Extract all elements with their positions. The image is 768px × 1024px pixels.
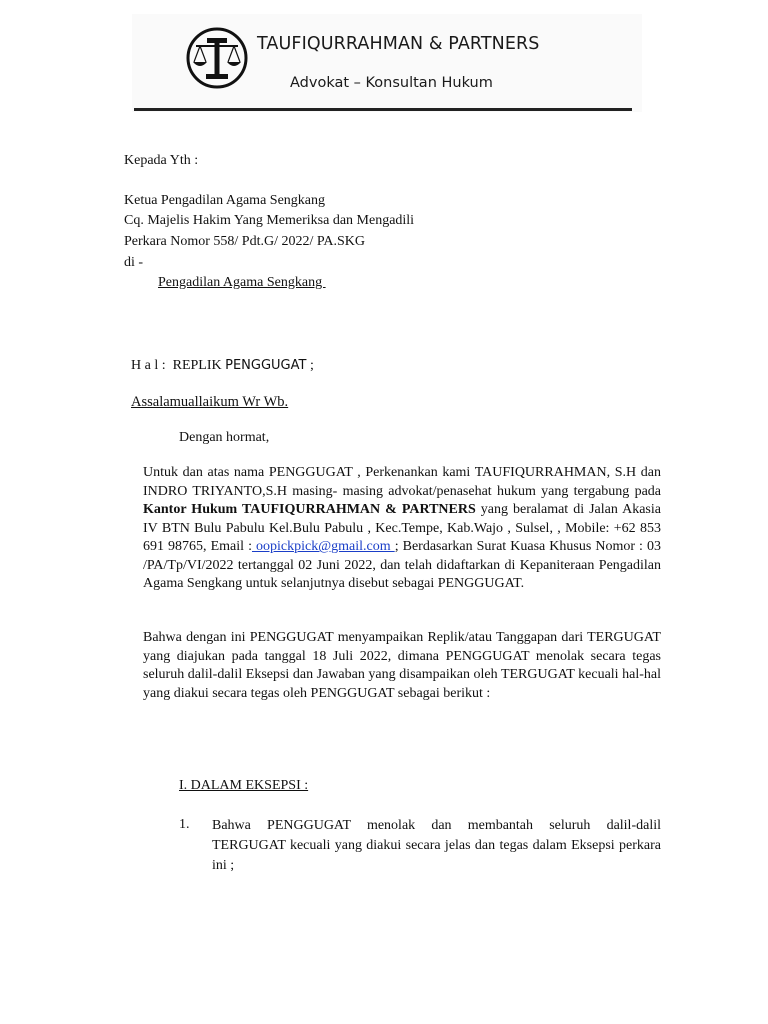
addressee-greeting: Kepada Yth : xyxy=(124,153,199,168)
header-divider xyxy=(134,108,632,111)
addressee-line-5: Pengadilan Agama Sengkang xyxy=(158,275,326,290)
opening: Dengan hormat, xyxy=(179,430,270,445)
scales-of-justice-icon xyxy=(186,24,248,92)
firm-office-name: Kantor Hukum TAUFIQURRAHMAN & PARTNERS xyxy=(143,502,476,517)
paragraph-1-text-b: yang beralamat di Jalan Akasia IV BTN Bulu Pabulu Kel.Bulu Pabulu , Kec.Tempe, Kab.Wajo , Sulsel, , Mobile: +62 853 691 98765, Email : xyxy=(143,502,661,554)
addressee-line-3: Perkara Nomor 558/ Pdt.G/ 2022/ PA.SKG xyxy=(124,234,365,249)
paragraph-1-text-c: ; Berdasarkan Surat Kuasa Khusus Nomor : 03 /PA/Tp/VI/2022 tertanggal 02 Juni 2022, dan telah didaftarkan di Kepaniteraan Pengadilan Agama Sengkang untuk selanjutnya disebut sebagai PENGGUGAT. xyxy=(143,539,662,591)
firm-name: TAUFIQURRAHMAN & PARTNERS xyxy=(257,34,540,54)
paragraph-2: Bahwa dengan ini PENGGUGAT menyampaikan Replik/atau Tanggapan dari TERGUGAT yang diajukan pada tanggal 18 Juli 2022, dimana PENGGUGAT menolak secara tegas seluruh dalil-dalil Eksepsi dan Jawaban yang disampaikan oleh TERGUGAT kecuali hal-hal yang diakui secara tegas oleh PENGGUGAT sebagai berikut : xyxy=(143,630,661,701)
email-link[interactable]: oopickpick@gmail.com xyxy=(251,539,395,554)
salutation: Assalamuallaikum Wr Wb. xyxy=(131,394,289,410)
firm-tagline: Advokat – Konsultan Hukum xyxy=(290,75,493,91)
paragraph-1-text-a: Untuk dan atas nama PENGGUGAT , Perkenankan kami TAUFIQURRAHMAN, S.H dan INDRO TRIYANTO,S.H masing- masing advokat/penasehat hukum yang tergabung pada xyxy=(143,465,661,499)
addressee-line-1: Ketua Pengadilan Agama Sengkang xyxy=(124,193,326,208)
paragraph-1 xyxy=(143,464,661,594)
list-item-number: 1. xyxy=(179,817,190,832)
subject-line xyxy=(131,357,314,375)
subject-suffix: ; xyxy=(306,358,314,373)
addressee-line-2: Cq. Majelis Hakim Yang Memeriksa dan Mengadili xyxy=(124,213,415,228)
subject-prefix: H a l : REPLIK xyxy=(131,358,222,373)
addressee-line-4: di - xyxy=(124,255,144,270)
subject-word: PENGGUGAT xyxy=(225,358,307,373)
section-heading-eksepsi: I. DALAM EKSEPSI : xyxy=(179,778,309,793)
list-item: Bahwa PENGGUGAT menolak dan membantah seluruh dalil-dalil TERGUGAT kecuali yang diakui secara jelas dan tegas dalam Eksepsi perkara ini ; xyxy=(212,818,661,873)
